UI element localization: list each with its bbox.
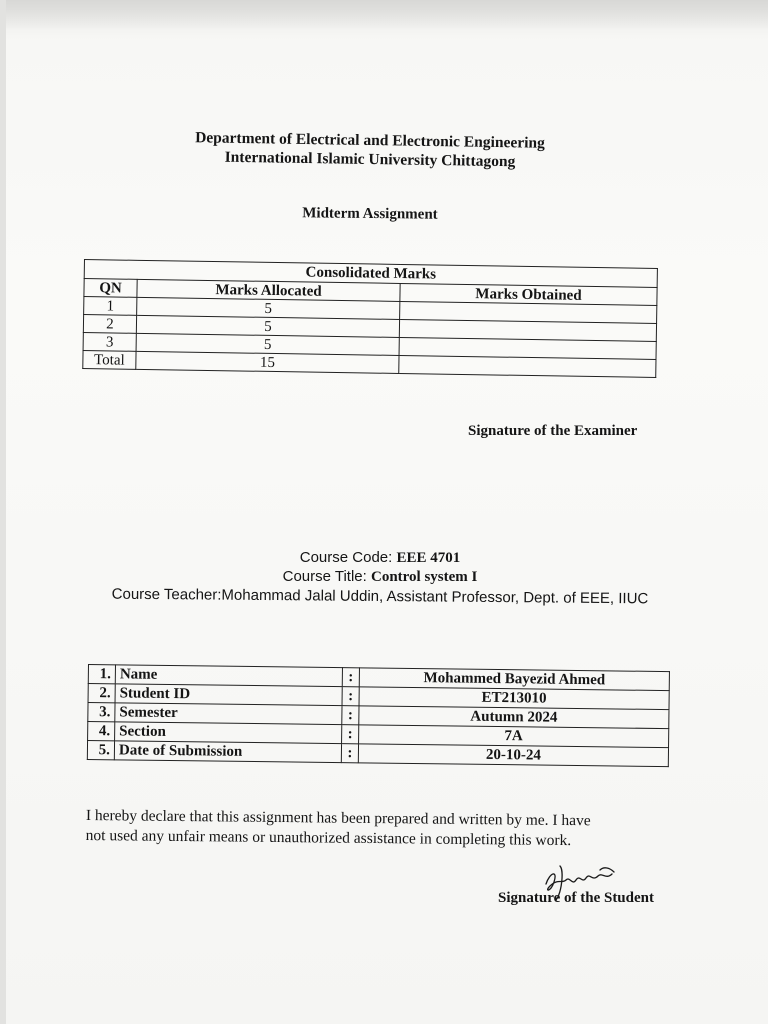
course-title-label: Course Title: — [282, 568, 367, 585]
qn-cell: 1 — [84, 297, 137, 316]
course-code-label: Course Code: — [299, 549, 393, 566]
qn-cell: 2 — [83, 315, 136, 334]
scan-shadow — [0, 0, 768, 30]
declaration-line: not used any unfair means or unauthorized assistance in completing this work. — [85, 826, 572, 850]
allocated-cell: 5 — [136, 315, 399, 337]
row-number: 4. — [88, 722, 115, 741]
allocated-cell: 5 — [137, 297, 400, 319]
submission-date-value: 20-10-24 — [358, 744, 668, 767]
allocated-cell: 15 — [136, 351, 399, 373]
obtained-cell[interactable] — [399, 355, 656, 377]
course-code-line — [60, 549, 700, 567]
examiner-signature-label: Signature of the Examiner — [468, 423, 638, 439]
student-info-table — [87, 664, 670, 767]
student-name-value: Mohammed Bayezid Ahmed — [359, 668, 669, 691]
field-label: Name — [115, 665, 342, 687]
consolidated-marks-table — [82, 259, 658, 378]
course-teacher-line: Course Teacher:Mohammad Jalal Uddin, Assistant Professor, Dept. of EEE, IIUC — [111, 585, 649, 608]
student-id-value: ET213010 — [359, 687, 669, 710]
student-signature-label: Signature of the Student — [498, 890, 654, 906]
assignment-title: Midterm Assignment — [302, 205, 438, 223]
allocated-cell: 5 — [136, 333, 399, 355]
row-number: 3. — [88, 703, 115, 722]
field-label: Date of Submission — [114, 741, 341, 763]
course-title-line — [60, 568, 700, 586]
section-value: 7A — [359, 725, 669, 748]
header-marks-allocated: Marks Allocated — [137, 279, 400, 301]
row-number: 1. — [88, 665, 115, 684]
scan-edge — [0, 0, 6, 1024]
header-qn: QN — [84, 279, 137, 298]
course-title: Control system I — [370, 569, 478, 585]
separator: : — [342, 668, 359, 687]
header-marks-obtained: Marks Obtained — [400, 283, 657, 305]
course-code: EEE 4701 — [396, 550, 461, 566]
department-name: Department of Electrical and Electronic Engineering — [195, 129, 545, 152]
qn-cell: Total — [83, 350, 136, 369]
separator: : — [342, 687, 359, 706]
marks-table-caption: Consolidated Marks — [84, 260, 657, 288]
field-label: Semester — [115, 703, 342, 725]
row-number: 2. — [88, 684, 115, 703]
university-name: International Islamic University Chittagong — [224, 148, 516, 171]
qn-cell: 3 — [83, 332, 136, 351]
separator: : — [341, 744, 358, 763]
declaration-line: I hereby declare that this assignment has been prepared and written by me. I have — [85, 806, 591, 830]
separator: : — [342, 706, 359, 725]
separator: : — [342, 725, 359, 744]
field-label: Student ID — [115, 684, 342, 706]
row-number: 5. — [87, 741, 114, 760]
declaration-text — [86, 806, 686, 852]
field-label: Section — [115, 722, 342, 744]
semester-value: Autumn 2024 — [359, 706, 669, 729]
